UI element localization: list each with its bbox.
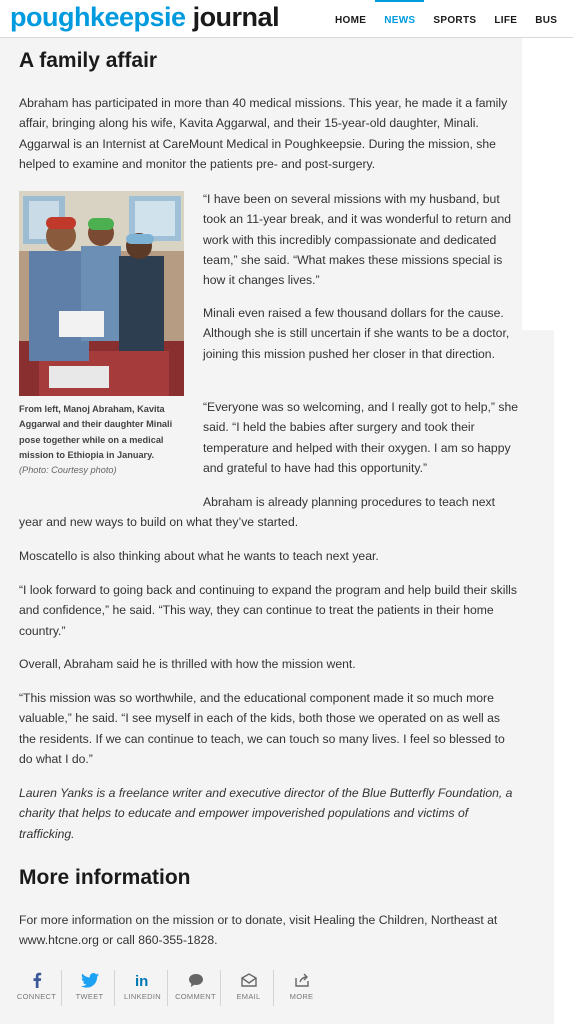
share-email-label: EMAIL (236, 992, 261, 1001)
nav-life[interactable]: LIFE (494, 15, 518, 26)
email-icon (224, 970, 273, 990)
more-information-paragraph: For more information on the mission or to donate, visit Healing the Children, Northeast at www.htcne.org or call 860-355-1828. (19, 913, 498, 948)
share-comment-button[interactable] (171, 970, 221, 1006)
quote-moscatello: “I look forward to going back and continuing to expand the program and help build their skills and confidence,” he said. “This way, they can continue to treat the patients in their home country.” (19, 583, 517, 638)
article-photo[interactable] (19, 191, 184, 396)
article-background-extension (522, 330, 554, 1024)
logo-word-poughkeepsie: poughkeepsie (10, 2, 186, 32)
comment-icon (171, 970, 220, 990)
main-nav (326, 0, 566, 37)
paragraph-moscatello: Moscatello is also thinking about what he wants to teach next year. (19, 549, 379, 563)
logo-word-journal: journal (192, 2, 280, 32)
site-header (0, 0, 573, 38)
section-heading-family-affair: A family affair (19, 49, 158, 72)
paragraph-minali: Minali even raised a few thousand dollars for the cause. Although she is still uncertain if she wants to be a doctor, joining this mission pushed her closer in that direction. (203, 306, 510, 361)
share-connect-label: CONNECT (16, 992, 57, 1001)
photo-caption-text: From left, Manoj Abraham, Kavita Aggarwal and their daughter Minali pose together while on a medical mission to Ethiopia in January. (19, 404, 173, 460)
share-email-button[interactable] (224, 970, 274, 1006)
quote-abraham: “This mission was so worthwhile, and the educational component made it so much more valuable,” he said. “I see myself in each of the kids, both those we operated on as well as the residents. If we can continue to teach, we can touch so many lives. I feel so blessed to do what I do.” (19, 691, 505, 766)
share-bar (12, 970, 329, 1006)
quote-minali: “Everyone was so welcoming, and I really got to help,” she said. “I held the babies after surgery and took their temperature and helped with their oxygen. I am so happy and grateful to have had this opportunity.” (203, 400, 519, 475)
share-tweet-label: TWEET (75, 992, 104, 1001)
twitter-icon (65, 970, 114, 990)
nav-business[interactable]: BUS (535, 15, 558, 26)
svg-text:in: in (134, 972, 148, 988)
share-connect-button[interactable] (12, 970, 62, 1006)
share-comment-label: COMMENT (175, 992, 216, 1001)
share-linkedin-label: LINKEDIN (124, 992, 161, 1001)
facebook-icon (12, 970, 61, 990)
author-note: Lauren Yanks is a freelance writer and executive director of the Blue Butterfly Foundation, a charity that helps to educate and empower impoverished populations and victims of trafficking. (19, 786, 513, 841)
share-tweet-button[interactable] (65, 970, 115, 1006)
paragraph-planning-line2: year and new ways to build on what they’ve started. (19, 515, 299, 529)
share-arrow-icon (277, 970, 326, 990)
paragraph-planning-line1: Abraham is already planning procedures to teach next (203, 495, 496, 509)
photo-credit: (Photo: Courtesy photo) (19, 465, 117, 476)
quote-aggarwal: “I have been on several missions with my husband, but took an 11-year break, and it was wonderful to return and work with this incredibly compassionate and dedicated team,” she said. “What makes these missions special is how it changes lives.” (203, 192, 512, 288)
paragraph-overall: Overall, Abraham said he is thrilled with how the mission went. (19, 657, 356, 671)
nav-home[interactable]: HOME (335, 15, 367, 26)
intro-paragraph: Abraham has participated in more than 40 medical missions. This year, he made it a family affair, bringing along his wife, Kavita Aggarwal, and their 15-year-old daughter, Minali. Aggarwal is an Internist at CareMount Medical in Poughkeepsie. During the mission, she helped to examine and monitor the patients pre- and post-surgery. (19, 96, 508, 171)
share-more-button[interactable] (277, 970, 326, 1006)
nav-sports[interactable]: SPORTS (433, 15, 477, 26)
nav-news[interactable]: NEWS (375, 0, 424, 37)
site-logo[interactable] (10, 2, 279, 33)
photo-illustration (19, 191, 184, 396)
section-heading-more-information: More information (19, 866, 191, 889)
linkedin-icon (118, 970, 167, 990)
share-more-label: MORE (289, 992, 314, 1001)
photo-caption (19, 402, 184, 478)
share-linkedin-button[interactable] (118, 970, 168, 1006)
